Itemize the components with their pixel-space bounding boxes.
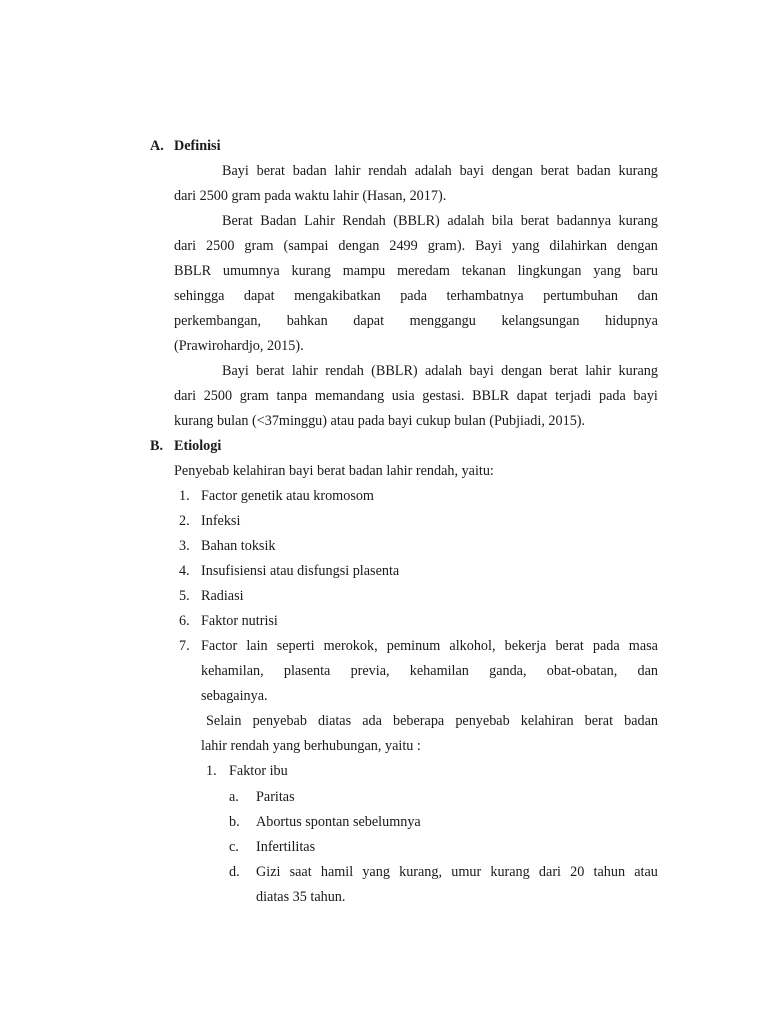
word: bayi [469,363,494,379]
word: Rendah [342,213,386,229]
word: gram [244,238,274,254]
word: badan [624,713,658,729]
justified-line [174,287,658,305]
list-number: 1. [179,488,190,504]
sub-list-letter: d. [229,864,240,880]
word: 2499 [389,238,418,254]
word: usia [391,388,415,404]
word: saat [289,864,312,880]
word: Factor [201,638,238,654]
sub-list-letter: b. [229,814,240,830]
word: penyebab [252,713,307,729]
word: tanpa [276,388,308,404]
word: memandang [314,388,385,404]
word: terhambatnya [446,288,524,304]
word: dari [174,388,197,404]
word: kehamilan, [201,663,264,679]
word: 2500 [206,238,235,254]
word: umumnya [222,263,280,279]
word: lahir [334,163,361,179]
word: gram [239,388,269,404]
word: BBLR [174,263,212,279]
word: 20 [570,864,585,880]
word: mampu [342,263,386,279]
word: baru [632,263,658,279]
word: kurang [618,363,658,379]
word: kurang [618,213,658,229]
word: dengan [338,238,380,254]
word: kurang [618,163,658,179]
word: pada [592,638,620,654]
list-item: Factor genetik atau kromosom [201,488,374,504]
word: berat [540,163,569,179]
section-b-title: Etiologi [174,438,222,454]
word: berat [555,638,584,654]
word: Berat [222,213,253,229]
sub-list-item: Paritas [256,789,295,805]
list-number: 4. [179,563,190,579]
word: sehingga [174,288,225,304]
word: mengakibatkan [294,288,381,304]
justified-line [174,262,658,280]
word: Bayi [222,163,249,179]
paragraph-line: kurang bulan (<37minggu) atau pada bayi cukup bulan (Pubjiadi, 2015). [174,413,586,429]
word: kelangsungan [501,313,580,329]
justified-line [222,212,658,230]
word: bahkan [286,313,328,329]
word: berat [256,163,285,179]
word: seperti [276,638,315,654]
word: dan [637,288,658,304]
word: plasenta [283,663,331,679]
justified-line [222,162,658,180]
word: dari [538,864,561,880]
paragraph-line: (Prawirohardjo, 2015). [174,338,304,354]
list-number: 6. [179,613,190,629]
word: pada [400,288,427,304]
list-item: Bahan toksik [201,538,276,554]
word: penyebab [455,713,510,729]
word: dapat [243,288,275,304]
word: Bayi [475,238,502,254]
word: berat [256,363,285,379]
justified-line [174,237,658,255]
word: gram). [427,238,466,254]
word: atau [634,864,658,880]
justified-line [206,712,658,730]
word: pertumbuhan [543,288,618,304]
justified-line [201,637,658,655]
word: terjadi [555,388,592,404]
word: kehamilan [409,663,469,679]
word: diatas [318,713,352,729]
section-b-intro: Penyebab kelahiran bayi berat badan lahir rendah, yaitu: [174,463,494,479]
word: lahir [585,363,612,379]
section-b-marker: B. [150,438,164,454]
word: berat [584,713,614,729]
word: Lahir [304,213,335,229]
word: hamil [320,864,354,880]
word: kurang [490,864,530,880]
word: dilahirkan [549,238,607,254]
word: adalah [414,163,452,179]
word: lahir [291,363,318,379]
word: yang [511,238,540,254]
word: Selain [206,713,242,729]
section-a-marker: A. [150,138,164,154]
word: kurang, [399,864,443,880]
sub-list-title: Faktor ibu [229,763,288,779]
word: lingkungan [517,263,582,279]
justified-line [174,387,658,405]
word: obat-obatan, [546,663,618,679]
word: tekanan [461,263,506,279]
word: (BBLR) [393,213,440,229]
paragraph-line: diatas 35 tahun. [256,889,346,905]
word: 2500 [203,388,233,404]
paragraph-line: lahir rendah yang berhubungan, yaitu : [201,738,421,754]
word: menggangu [409,313,476,329]
word: dengan [501,363,543,379]
word: beberapa [393,713,445,729]
word: bila [491,213,514,229]
word: adalah [447,213,485,229]
justified-line [201,662,658,680]
word: berat [549,363,578,379]
word: yang [593,263,621,279]
word: dapat [353,313,385,329]
list-item: Insufisiensi atau disfungsi plasenta [201,563,400,579]
paragraph-line: sebagainya. [201,688,268,704]
word: dari [174,238,197,254]
word: Bayi [222,363,249,379]
word: adalah [425,363,463,379]
list-item: Faktor nutrisi [201,613,278,629]
list-item: Radiasi [201,588,244,604]
word: dapat [516,388,548,404]
list-number: 2. [179,513,190,529]
word: alkohol, [449,638,496,654]
word: ada [362,713,382,729]
word: ganda, [489,663,527,679]
word: gestasi. [422,388,465,404]
justified-line [174,312,658,330]
word: Badan [260,213,297,229]
word: previa, [350,663,390,679]
paragraph-line: dari 2500 gram pada waktu lahir (Hasan, 2017). [174,188,447,204]
word: bekerja [504,638,547,654]
word: bayi [633,388,658,404]
word: badan [292,163,327,179]
sub-list-letter: a. [229,789,239,805]
word: hidupnya [605,313,658,329]
justified-line [222,362,658,380]
justified-line [256,863,658,881]
sub-list-number: 1. [206,763,217,779]
list-item: Infeksi [201,513,241,529]
word: peminum [386,638,441,654]
word: perkembangan, [174,313,262,329]
word: (sampai [283,238,329,254]
word: badan [576,163,611,179]
word: dengan [491,163,533,179]
word: kurang [291,263,331,279]
word: pada [599,388,626,404]
word: merokok, [323,638,378,654]
list-number: 7. [179,638,190,654]
word: kelahiran [520,713,574,729]
word: bayi [459,163,484,179]
word: yang [362,864,390,880]
list-number: 5. [179,588,190,604]
sub-list-item: Abortus spontan sebelumnya [256,814,421,830]
word: rendah [325,363,364,379]
list-number: 3. [179,538,190,554]
word: berat [520,213,550,229]
sub-list-item: Infertilitas [256,839,316,855]
word: tahun [593,864,626,880]
word: dengan [616,238,658,254]
sub-list-letter: c. [229,839,239,855]
word: (BBLR) [371,363,418,379]
section-a-title: Definisi [174,138,221,154]
word: lain [246,638,268,654]
word: umur [451,864,482,880]
word: dan [637,663,658,679]
word: BBLR [472,388,510,404]
word: rendah [368,163,407,179]
word: meredam [397,263,450,279]
word: Gizi [256,864,281,880]
word: badannya [556,213,611,229]
word: masa [628,638,658,654]
